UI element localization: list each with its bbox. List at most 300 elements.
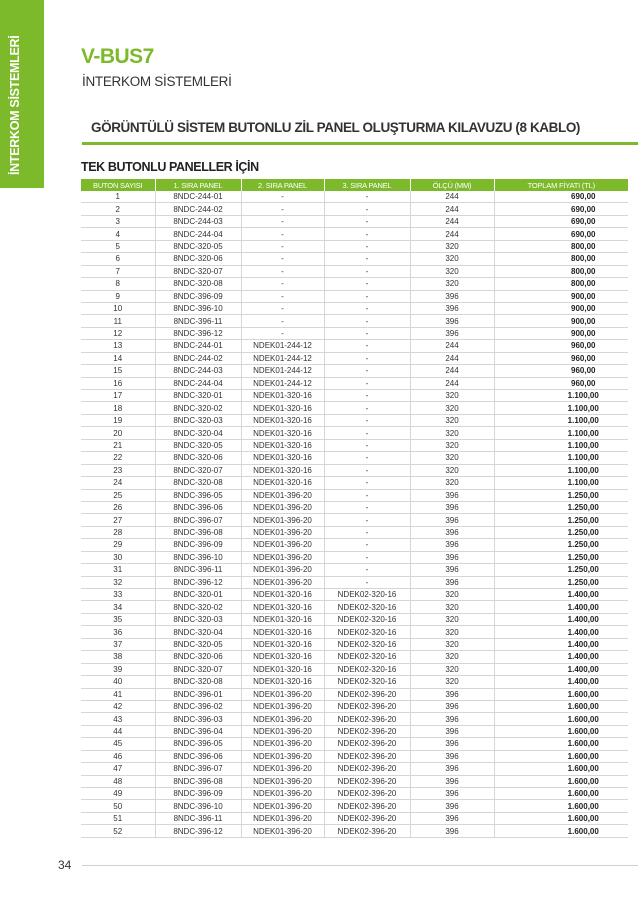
cell-row2-panel: NDEK01-396-20 (241, 539, 324, 551)
cell-row3-panel: - (324, 414, 410, 426)
table-row (81, 651, 628, 663)
table-row (81, 825, 628, 837)
cell-row2-panel: NDEK01-396-20 (241, 775, 324, 787)
cell-size: 396 (410, 539, 494, 551)
cell-row2-panel: - (241, 327, 324, 339)
cell-row2-panel: NDEK01-244-12 (241, 365, 324, 377)
cell-row1-panel: 8NDC-396-08 (155, 526, 241, 538)
cell-size: 244 (410, 340, 494, 352)
cell-row1-panel: 8NDC-320-06 (155, 651, 241, 663)
cell-row2-panel: NDEK01-320-16 (241, 427, 324, 439)
cell-button-count: 2 (81, 203, 155, 215)
cell-button-count: 17 (81, 390, 155, 402)
cell-size: 396 (410, 775, 494, 787)
cell-row2-panel: NDEK01-396-20 (241, 564, 324, 576)
cell-row1-panel: 8NDC-396-03 (155, 713, 241, 725)
cell-row2-panel: NDEK01-396-20 (241, 700, 324, 712)
table-row (81, 514, 628, 526)
cell-total-price: 1.250,00 (494, 564, 628, 576)
cell-button-count: 28 (81, 526, 155, 538)
cell-size: 396 (410, 564, 494, 576)
cell-row3-panel: - (324, 439, 410, 451)
cell-total-price: 1.600,00 (494, 700, 628, 712)
cell-row1-panel: 8NDC-320-03 (155, 613, 241, 625)
cell-button-count: 14 (81, 352, 155, 364)
cell-button-count: 43 (81, 713, 155, 725)
cell-row3-panel: - (324, 290, 410, 302)
cell-row2-panel: NDEK01-396-20 (241, 489, 324, 501)
cell-row3-panel: - (324, 240, 410, 252)
cell-total-price: 1.400,00 (494, 638, 628, 650)
cell-row3-panel: - (324, 352, 410, 364)
cell-button-count: 29 (81, 539, 155, 551)
cell-row3-panel: - (324, 489, 410, 501)
table-row (81, 228, 628, 240)
cell-row3-panel: NDEK02-396-20 (324, 750, 410, 762)
section-divider (82, 142, 638, 145)
cell-row3-panel: NDEK02-396-20 (324, 700, 410, 712)
cell-row2-panel: NDEK01-320-16 (241, 663, 324, 675)
cell-row1-panel: 8NDC-320-01 (155, 390, 241, 402)
header-row3-panel: 3. SIRA PANEL (324, 179, 410, 191)
cell-size: 320 (410, 253, 494, 265)
cell-button-count: 30 (81, 551, 155, 563)
cell-row1-panel: 8NDC-396-12 (155, 576, 241, 588)
cell-button-count: 22 (81, 452, 155, 464)
cell-size: 244 (410, 228, 494, 240)
cell-row3-panel: NDEK02-396-20 (324, 763, 410, 775)
cell-row1-panel: 8NDC-320-07 (155, 265, 241, 277)
cell-total-price: 900,00 (494, 290, 628, 302)
cell-row3-panel: - (324, 427, 410, 439)
cell-row2-panel: NDEK01-320-16 (241, 613, 324, 625)
cell-size: 320 (410, 427, 494, 439)
table-row (81, 203, 628, 215)
cell-row3-panel: - (324, 228, 410, 240)
cell-button-count: 12 (81, 327, 155, 339)
cell-size: 396 (410, 725, 494, 737)
table-row (81, 327, 628, 339)
cell-row2-panel: NDEK01-396-20 (241, 526, 324, 538)
cell-row1-panel: 8NDC-396-11 (155, 812, 241, 824)
cell-button-count: 52 (81, 825, 155, 837)
table-row (81, 427, 628, 439)
cell-size: 244 (410, 352, 494, 364)
cell-row2-panel: NDEK01-320-16 (241, 638, 324, 650)
cell-total-price: 1.400,00 (494, 601, 628, 613)
table-row (81, 452, 628, 464)
cell-row3-panel: NDEK02-396-20 (324, 812, 410, 824)
cell-row2-panel: - (241, 302, 324, 314)
cell-row3-panel: - (324, 390, 410, 402)
cell-button-count: 45 (81, 738, 155, 750)
cell-row2-panel: NDEK01-320-16 (241, 601, 324, 613)
table-row (81, 725, 628, 737)
cell-total-price: 1.600,00 (494, 688, 628, 700)
cell-button-count: 19 (81, 414, 155, 426)
cell-total-price: 900,00 (494, 327, 628, 339)
cell-button-count: 10 (81, 302, 155, 314)
table-row (81, 788, 628, 800)
cell-total-price: 1.600,00 (494, 800, 628, 812)
cell-row2-panel: - (241, 315, 324, 327)
cell-row3-panel: NDEK02-396-20 (324, 825, 410, 837)
table-body (81, 191, 628, 837)
cell-button-count: 4 (81, 228, 155, 240)
cell-row1-panel: 8NDC-244-01 (155, 191, 241, 203)
cell-button-count: 1 (81, 191, 155, 203)
cell-button-count: 50 (81, 800, 155, 812)
cell-button-count: 8 (81, 278, 155, 290)
cell-size: 396 (410, 812, 494, 824)
cell-row2-panel: - (241, 228, 324, 240)
table-row (81, 564, 628, 576)
price-table (81, 179, 628, 838)
cell-button-count: 11 (81, 315, 155, 327)
cell-size: 396 (410, 713, 494, 725)
cell-size: 320 (410, 390, 494, 402)
table-row (81, 464, 628, 476)
cell-size: 396 (410, 800, 494, 812)
cell-row1-panel: 8NDC-320-05 (155, 240, 241, 252)
cell-row2-panel: NDEK01-396-20 (241, 688, 324, 700)
cell-row3-panel: NDEK02-320-16 (324, 676, 410, 688)
cell-row3-panel: NDEK02-320-16 (324, 626, 410, 638)
cell-size: 320 (410, 265, 494, 277)
cell-row1-panel: 8NDC-396-02 (155, 700, 241, 712)
cell-total-price: 960,00 (494, 365, 628, 377)
page-subtitle: İNTERKOM SİSTEMLERİ (82, 74, 232, 89)
table-row (81, 477, 628, 489)
cell-row2-panel: NDEK01-244-12 (241, 377, 324, 389)
cell-size: 396 (410, 290, 494, 302)
cell-size: 396 (410, 327, 494, 339)
cell-row3-panel: - (324, 315, 410, 327)
table-row (81, 290, 628, 302)
cell-size: 244 (410, 215, 494, 227)
cell-row2-panel: - (241, 191, 324, 203)
cell-size: 396 (410, 788, 494, 800)
table-row (81, 638, 628, 650)
cell-row2-panel: - (241, 240, 324, 252)
cell-button-count: 47 (81, 763, 155, 775)
cell-button-count: 27 (81, 514, 155, 526)
cell-row3-panel: - (324, 551, 410, 563)
table-row (81, 302, 628, 314)
table-row (81, 775, 628, 787)
cell-row1-panel: 8NDC-244-01 (155, 340, 241, 352)
cell-total-price: 1.100,00 (494, 427, 628, 439)
table-row (81, 589, 628, 601)
table-row (81, 750, 628, 762)
table-row (81, 390, 628, 402)
cell-total-price: 1.600,00 (494, 812, 628, 824)
cell-row2-panel: - (241, 290, 324, 302)
cell-row1-panel: 8NDC-396-08 (155, 775, 241, 787)
cell-size: 320 (410, 464, 494, 476)
cell-button-count: 41 (81, 688, 155, 700)
cell-size: 396 (410, 576, 494, 588)
cell-total-price: 1.250,00 (494, 539, 628, 551)
cell-row1-panel: 8NDC-396-12 (155, 825, 241, 837)
cell-total-price: 1.250,00 (494, 576, 628, 588)
cell-total-price: 800,00 (494, 265, 628, 277)
cell-row3-panel: NDEK02-396-20 (324, 688, 410, 700)
cell-button-count: 33 (81, 589, 155, 601)
cell-size: 320 (410, 452, 494, 464)
cell-row1-panel: 8NDC-320-07 (155, 464, 241, 476)
cell-row3-panel: - (324, 302, 410, 314)
cell-row1-panel: 8NDC-320-06 (155, 452, 241, 464)
cell-size: 396 (410, 501, 494, 513)
cell-row1-panel: 8NDC-244-04 (155, 228, 241, 240)
table-row (81, 713, 628, 725)
cell-row3-panel: - (324, 265, 410, 277)
cell-button-count: 20 (81, 427, 155, 439)
table-row (81, 439, 628, 451)
cell-row1-panel: 8NDC-396-04 (155, 725, 241, 737)
cell-button-count: 46 (81, 750, 155, 762)
cell-row1-panel: 8NDC-396-05 (155, 738, 241, 750)
cell-row3-panel: NDEK02-396-20 (324, 775, 410, 787)
table-row (81, 365, 628, 377)
table-row (81, 812, 628, 824)
cell-size: 320 (410, 439, 494, 451)
cell-row3-panel: NDEK02-320-16 (324, 638, 410, 650)
cell-row2-panel: NDEK01-244-12 (241, 352, 324, 364)
table-row (81, 601, 628, 613)
cell-total-price: 1.600,00 (494, 713, 628, 725)
cell-row3-panel: NDEK02-396-20 (324, 725, 410, 737)
cell-total-price: 800,00 (494, 278, 628, 290)
cell-button-count: 31 (81, 564, 155, 576)
table-row (81, 191, 628, 203)
cell-size: 244 (410, 203, 494, 215)
cell-row1-panel: 8NDC-396-09 (155, 788, 241, 800)
table-row (81, 489, 628, 501)
table-row (81, 240, 628, 252)
cell-total-price: 800,00 (494, 240, 628, 252)
cell-row2-panel: NDEK01-320-16 (241, 402, 324, 414)
table-row (81, 352, 628, 364)
table-row (81, 526, 628, 538)
cell-row1-panel: 8NDC-320-05 (155, 638, 241, 650)
table-row (81, 501, 628, 513)
table-row (81, 688, 628, 700)
cell-row3-panel: - (324, 365, 410, 377)
cell-total-price: 1.400,00 (494, 613, 628, 625)
cell-button-count: 44 (81, 725, 155, 737)
footer-divider (82, 865, 638, 866)
table-row (81, 265, 628, 277)
side-tab (0, 0, 44, 188)
cell-size: 320 (410, 676, 494, 688)
side-tab-label: İNTERKOM SİSTEMLERİ (8, 35, 22, 175)
table-row (81, 763, 628, 775)
table-row (81, 613, 628, 625)
cell-size: 320 (410, 240, 494, 252)
cell-row1-panel: 8NDC-320-08 (155, 278, 241, 290)
cell-row1-panel: 8NDC-320-02 (155, 402, 241, 414)
cell-button-count: 13 (81, 340, 155, 352)
table-row (81, 414, 628, 426)
cell-row2-panel: NDEK01-396-20 (241, 738, 324, 750)
section-title: GÖRÜNTÜLÜ SİSTEM BUTONLU ZİL PANEL OLUŞTURMA KILAVUZU (8 KABLO) (91, 120, 581, 135)
cell-row3-panel: - (324, 253, 410, 265)
cell-row3-panel: NDEK02-396-20 (324, 788, 410, 800)
cell-row2-panel: - (241, 265, 324, 277)
cell-row2-panel: NDEK01-396-20 (241, 501, 324, 513)
cell-row3-panel: - (324, 526, 410, 538)
cell-button-count: 26 (81, 501, 155, 513)
cell-row3-panel: NDEK02-396-20 (324, 738, 410, 750)
cell-total-price: 1.600,00 (494, 763, 628, 775)
cell-button-count: 48 (81, 775, 155, 787)
cell-row1-panel: 8NDC-396-10 (155, 551, 241, 563)
header-button-count: BUTON SAYISI (81, 179, 155, 191)
cell-size: 396 (410, 551, 494, 563)
cell-size: 396 (410, 763, 494, 775)
cell-button-count: 9 (81, 290, 155, 302)
table-row (81, 700, 628, 712)
cell-row1-panel: 8NDC-396-06 (155, 750, 241, 762)
cell-size: 320 (410, 626, 494, 638)
cell-row3-panel: - (324, 452, 410, 464)
cell-size: 320 (410, 589, 494, 601)
cell-row3-panel: - (324, 477, 410, 489)
header-row2-panel: 2. SIRA PANEL (241, 179, 324, 191)
cell-row3-panel: - (324, 576, 410, 588)
cell-button-count: 49 (81, 788, 155, 800)
cell-size: 396 (410, 315, 494, 327)
header-size: ÖLÇÜ (MM) (410, 179, 494, 191)
table-row (81, 215, 628, 227)
cell-row3-panel: - (324, 215, 410, 227)
cell-button-count: 21 (81, 439, 155, 451)
table-row (81, 377, 628, 389)
table-row (81, 539, 628, 551)
table-row (81, 626, 628, 638)
cell-button-count: 42 (81, 700, 155, 712)
table-row (81, 253, 628, 265)
cell-row1-panel: 8NDC-396-12 (155, 327, 241, 339)
cell-row1-panel: 8NDC-244-03 (155, 215, 241, 227)
cell-total-price: 1.100,00 (494, 402, 628, 414)
cell-row2-panel: NDEK01-320-16 (241, 651, 324, 663)
cell-row3-panel: - (324, 564, 410, 576)
table-row (81, 278, 628, 290)
cell-total-price: 1.100,00 (494, 390, 628, 402)
cell-row2-panel: NDEK01-396-20 (241, 812, 324, 824)
table-row (81, 576, 628, 588)
cell-total-price: 1.100,00 (494, 477, 628, 489)
cell-button-count: 32 (81, 576, 155, 588)
cell-total-price: 1.400,00 (494, 651, 628, 663)
cell-button-count: 40 (81, 676, 155, 688)
header-row1-panel: 1. SIRA PANEL (155, 179, 241, 191)
cell-row3-panel: - (324, 191, 410, 203)
cell-total-price: 800,00 (494, 253, 628, 265)
cell-total-price: 1.600,00 (494, 750, 628, 762)
cell-total-price: 1.100,00 (494, 414, 628, 426)
cell-size: 320 (410, 402, 494, 414)
cell-row2-panel: NDEK01-396-20 (241, 551, 324, 563)
cell-row3-panel: - (324, 501, 410, 513)
cell-row3-panel: - (324, 402, 410, 414)
cell-size: 320 (410, 601, 494, 613)
cell-row2-panel: NDEK01-320-16 (241, 452, 324, 464)
cell-row2-panel: NDEK01-320-16 (241, 676, 324, 688)
cell-total-price: 690,00 (494, 215, 628, 227)
cell-row2-panel: NDEK01-396-20 (241, 725, 324, 737)
cell-row3-panel: - (324, 464, 410, 476)
cell-row2-panel: NDEK01-320-16 (241, 589, 324, 601)
cell-total-price: 1.600,00 (494, 788, 628, 800)
cell-row3-panel: - (324, 539, 410, 551)
cell-row3-panel: - (324, 278, 410, 290)
table-row (81, 551, 628, 563)
table-header-row (81, 179, 628, 191)
cell-row2-panel: NDEK01-396-20 (241, 713, 324, 725)
cell-size: 396 (410, 526, 494, 538)
cell-total-price: 1.100,00 (494, 452, 628, 464)
cell-row3-panel: NDEK02-396-20 (324, 713, 410, 725)
cell-row1-panel: 8NDC-320-01 (155, 589, 241, 601)
cell-row1-panel: 8NDC-396-09 (155, 539, 241, 551)
cell-row3-panel: - (324, 203, 410, 215)
cell-row1-panel: 8NDC-396-11 (155, 564, 241, 576)
cell-total-price: 900,00 (494, 315, 628, 327)
cell-button-count: 24 (81, 477, 155, 489)
cell-row3-panel: - (324, 327, 410, 339)
cell-total-price: 1.250,00 (494, 489, 628, 501)
cell-total-price: 1.100,00 (494, 439, 628, 451)
cell-size: 244 (410, 365, 494, 377)
cell-row1-panel: 8NDC-320-08 (155, 676, 241, 688)
cell-total-price: 960,00 (494, 352, 628, 364)
cell-row1-panel: 8NDC-320-05 (155, 439, 241, 451)
cell-total-price: 690,00 (494, 228, 628, 240)
cell-row1-panel: 8NDC-320-04 (155, 427, 241, 439)
cell-total-price: 1.600,00 (494, 725, 628, 737)
cell-row1-panel: 8NDC-396-09 (155, 290, 241, 302)
cell-row3-panel: NDEK02-320-16 (324, 651, 410, 663)
cell-row2-panel: NDEK01-396-20 (241, 514, 324, 526)
cell-row2-panel: NDEK01-244-12 (241, 340, 324, 352)
cell-row3-panel: NDEK02-320-16 (324, 663, 410, 675)
cell-row2-panel: NDEK01-320-16 (241, 464, 324, 476)
table-row (81, 315, 628, 327)
cell-size: 320 (410, 651, 494, 663)
cell-total-price: 1.600,00 (494, 775, 628, 787)
cell-row3-panel: - (324, 377, 410, 389)
cell-row3-panel: NDEK02-320-16 (324, 601, 410, 613)
cell-size: 244 (410, 377, 494, 389)
cell-button-count: 3 (81, 215, 155, 227)
cell-button-count: 5 (81, 240, 155, 252)
cell-button-count: 36 (81, 626, 155, 638)
table-row (81, 738, 628, 750)
cell-size: 396 (410, 688, 494, 700)
cell-row3-panel: - (324, 514, 410, 526)
cell-row2-panel: NDEK01-320-16 (241, 414, 324, 426)
cell-row2-panel: - (241, 278, 324, 290)
cell-row2-panel: - (241, 215, 324, 227)
cell-button-count: 38 (81, 651, 155, 663)
cell-total-price: 1.600,00 (494, 738, 628, 750)
cell-row1-panel: 8NDC-244-04 (155, 377, 241, 389)
cell-row1-panel: 8NDC-320-08 (155, 477, 241, 489)
